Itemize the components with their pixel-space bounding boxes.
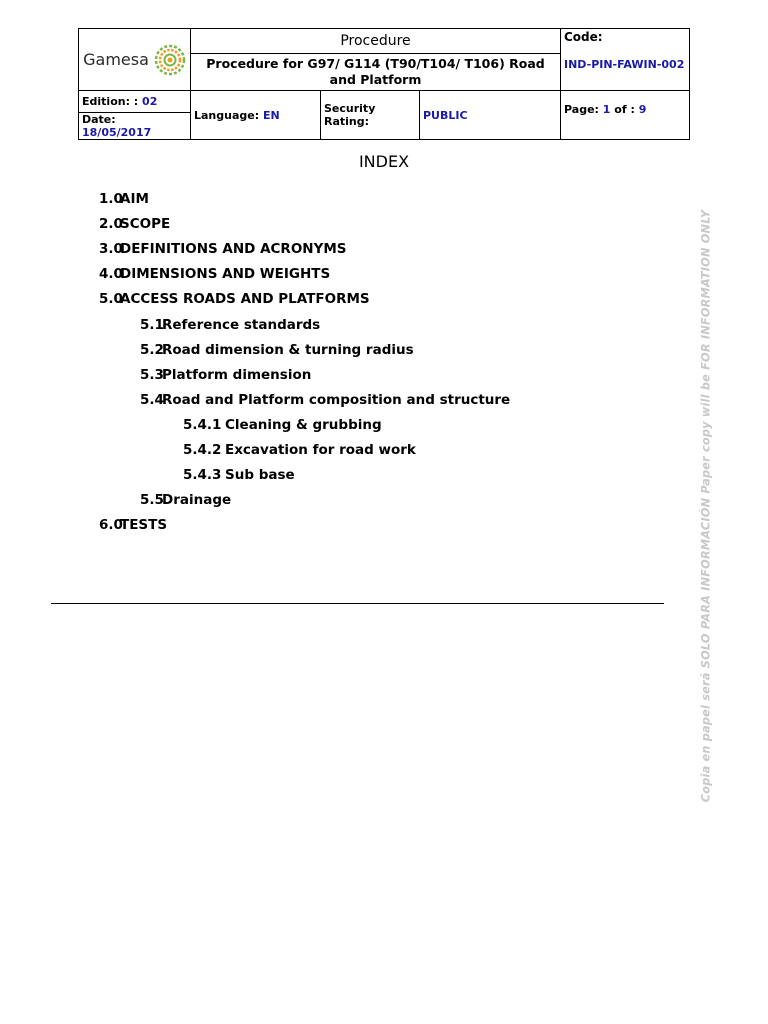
toc-entry[interactable] xyxy=(99,265,330,283)
toc-entry[interactable] xyxy=(140,391,510,409)
language-cell xyxy=(191,91,321,140)
document-title: Procedure for G97/ G114 (T90/T104/ T106) Road and Platform xyxy=(191,54,561,91)
language-value: EN xyxy=(262,108,280,122)
toc-entry-text: Sub base xyxy=(225,467,295,483)
toc-entry[interactable] xyxy=(183,466,295,484)
toc-entry[interactable] xyxy=(99,240,347,258)
toc-entry-text: DIMENSIONS AND WEIGHTS xyxy=(120,266,331,282)
toc-entry-number: 1.0 xyxy=(99,191,123,207)
toc-entry-number: 5.3 xyxy=(140,367,164,383)
toc-entry[interactable] xyxy=(140,341,414,359)
total-pages: 9 xyxy=(638,103,647,116)
toc-entry-number: 5.0 xyxy=(99,291,123,307)
toc-entry-number: 5.2 xyxy=(140,342,164,358)
date-label: Date: xyxy=(82,113,116,126)
page-cell xyxy=(561,91,690,140)
date-value: 18/05/2017 xyxy=(82,126,152,139)
toc-entry[interactable] xyxy=(99,190,149,208)
toc-entry[interactable] xyxy=(140,316,320,334)
toc-entry-number: 6.0 xyxy=(99,517,123,533)
page-number: 1 xyxy=(602,103,611,116)
of-label: of : xyxy=(614,103,635,116)
gamesa-logo xyxy=(83,44,186,76)
toc-entry-text: Drainage xyxy=(162,492,232,508)
toc-entry[interactable] xyxy=(99,290,370,308)
code-value: IND-PIN-FAWIN-002 xyxy=(564,58,685,71)
edition-cell xyxy=(79,91,191,113)
edition-value: 02 xyxy=(142,95,158,108)
toc-entry-text: Reference standards xyxy=(162,317,321,333)
date-cell xyxy=(79,113,191,140)
edition-label: Edition: : xyxy=(82,95,139,108)
toc-entry[interactable] xyxy=(140,366,311,384)
document-header-table xyxy=(78,28,690,140)
toc-entry[interactable] xyxy=(99,516,167,534)
toc-entry-number: 3.0 xyxy=(99,241,123,257)
logo-cell xyxy=(79,29,191,91)
toc-entry[interactable] xyxy=(140,491,231,509)
watermark-text: Copia en papel será SOLO PARA INFORMACIÓN Paper copy will be FOR INFORMATION ONLY xyxy=(699,209,713,803)
toc-entry-text: Platform dimension xyxy=(162,367,312,383)
language-label: Language: xyxy=(194,108,260,122)
toc-entry-number: 4.0 xyxy=(99,266,123,282)
gamesa-sun-icon xyxy=(154,44,186,76)
horizontal-divider xyxy=(51,603,664,604)
toc-entry[interactable] xyxy=(99,215,170,233)
toc-entry-text: Road and Platform composition and structure xyxy=(162,392,511,408)
code-cell xyxy=(561,29,690,91)
toc-entry-text: Road dimension & turning radius xyxy=(162,342,414,358)
toc-entry-number: 5.1 xyxy=(140,317,164,333)
toc-entry-number: 5.4 xyxy=(140,392,164,408)
toc-entry-number: 5.4.1 xyxy=(183,417,222,433)
code-label: Code: xyxy=(564,30,603,44)
toc-entry-number: 5.4.3 xyxy=(183,467,222,483)
toc-entry-number: 5.4.2 xyxy=(183,442,222,458)
toc-entry-number: 5.5 xyxy=(140,492,164,508)
toc-entry-text: TESTS xyxy=(120,517,168,533)
logo-text: Gamesa xyxy=(83,50,149,69)
index-title: INDEX xyxy=(358,152,410,171)
page-label: Page: xyxy=(564,103,599,116)
toc-entry-text: SCOPE xyxy=(120,216,171,232)
toc-entry-text: DEFINITIONS AND ACRONYMS xyxy=(120,241,347,257)
toc-entry[interactable] xyxy=(183,441,416,459)
toc-entry-number: 2.0 xyxy=(99,216,123,232)
toc-entry-text: ACCESS ROADS AND PLATFORMS xyxy=(120,291,370,307)
toc-entry-text: Excavation for road work xyxy=(225,442,416,458)
toc-entry[interactable] xyxy=(183,416,382,434)
procedure-label: Procedure xyxy=(191,29,561,54)
security-value: PUBLIC xyxy=(420,91,561,140)
security-label: Security Rating: xyxy=(321,91,420,140)
toc-entry-text: AIM xyxy=(120,191,149,207)
toc-entry-text: Cleaning & grubbing xyxy=(225,417,382,433)
